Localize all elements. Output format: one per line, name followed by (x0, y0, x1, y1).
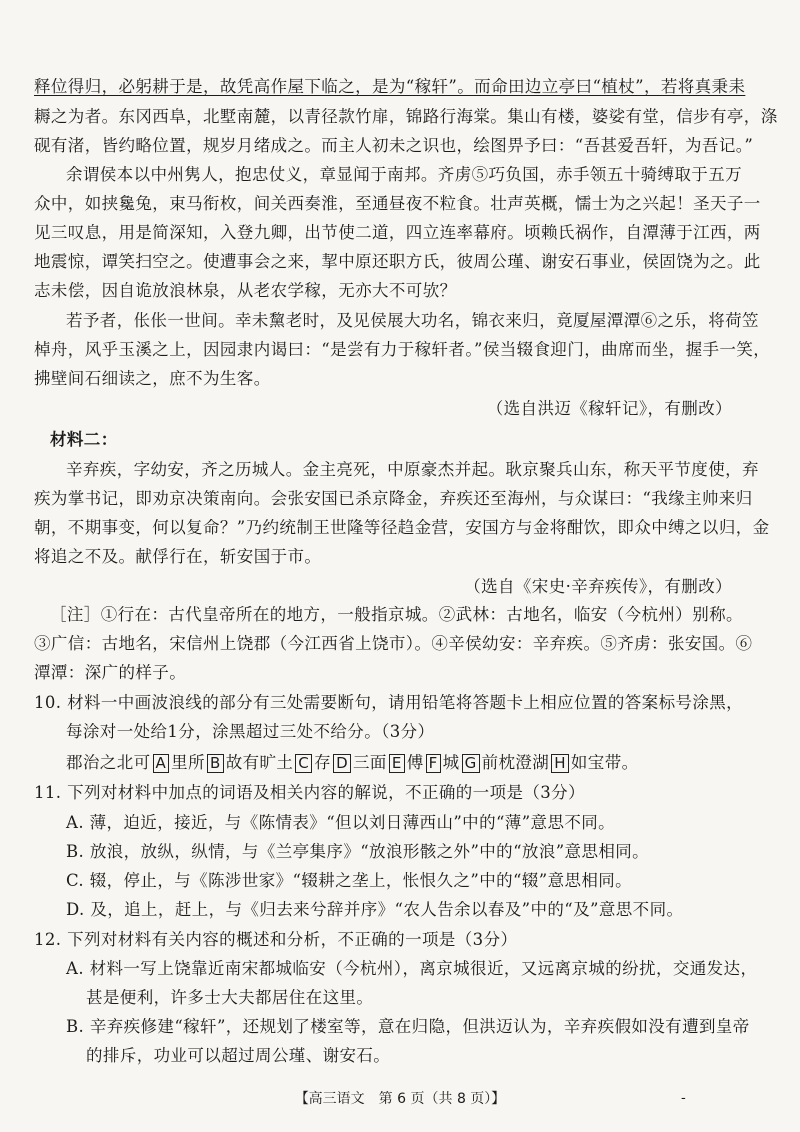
q12-option-a-cont: 甚是便利，许多士大夫都居住在这里。 (86, 988, 374, 1007)
q10-segment: 如宝带。 (570, 753, 639, 772)
material2-line: 朝，不期事变，何以复命？”乃约统制王世隆等径趋金营，安国方与金将酣饮，即众中缚之以归，金 (34, 518, 770, 537)
q10-segment: 存 (314, 753, 332, 772)
material2-line: 将追之不及。献俘行在，斩安国于市。 (34, 547, 322, 566)
material1-line: 棹舟，风乎玉溪之上，因园隶内谒曰：“是尝有力于稼轩者。”侯当辍食迎门，曲席而坐，握手一笑， (34, 340, 771, 359)
material2-line: 疾为掌书记，即劝京决策南向。会张安国已杀京降金，弃疾还至海州，与众谋曰：“我缘主帅来归 (34, 489, 753, 508)
q10-option-d[interactable]: D (333, 754, 351, 773)
q10-segment: 故有旷土 (225, 753, 294, 772)
material1-line: 若予者，伥伥一世间。幸未黧老时，及见侯展大功名，锦衣来归，竟厦屋潭潭⑥之乐，将荷笠 (66, 311, 759, 330)
notes-line: ③广信：古地名，宋信州上饶郡（今江西省上饶市）。④辛侯幼安：辛弃疾。⑤齐虏：张安国。⑥ (34, 634, 753, 653)
q11-option-d[interactable]: D. 及，追上，赶上，与《归去来兮辞并序》“农人告余以春及”中的“及”意思不同。 (66, 900, 684, 919)
q10-segment: 傅 (406, 753, 424, 772)
q10-segments (66, 752, 639, 774)
material1-line: 众中，如挟毚兔，束马衔枚，间关西奏淮，至通昼夜不粒食。壮声英概，懦士为之兴起！圣天子一 (34, 194, 761, 213)
q10-option-a[interactable]: A (153, 754, 170, 773)
q11-option-c[interactable]: C. 辍，停止，与《陈涉世家》“辍耕之垄上，怅恨久之”中的“辍”意思相同。 (66, 871, 633, 890)
material1-line: 砚有渚，皆约略位置，规岁月绪成之。而主人初未之识也，绘图畀予曰：“吾甚爱吾轩，为吾记。” (34, 136, 754, 155)
q12-option-b[interactable]: B. 辛弃疾修建“稼轩”，还规划了楼室等，意在归隐，但洪迈认为，辛弃疾假如没有遭到皇帝 (66, 1017, 750, 1036)
q10-segment: 城 (442, 753, 460, 772)
q11-option-a[interactable]: A. 薄，迫近，接近，与《陈情表》“但以刘日薄西山”中的“薄”意思不同。 (66, 813, 616, 832)
q10-option-e[interactable]: E (389, 754, 405, 773)
q12-option-b-cont: 的排斥，功业可以超过周公瑾、谢安石。 (86, 1046, 391, 1065)
material1-line: 志未偿，因自诡放浪林泉，从老农学稼，无亦大不可欤？ (34, 281, 457, 300)
material1-line: 余谓侯本以中州隽人，抱忠仗义，章显闻于南邦。齐虏⑤巧负国，赤手领五十骑缚取于五万 (66, 165, 742, 184)
q12-stem: 12. 下列对材料有关内容的概述和分析，不正确的一项是（3分） (34, 930, 518, 949)
q11-option-b[interactable]: B. 放浪，放纵，纵情，与《兰亭集序》“放浪形骸之外”中的“放浪”意思相同。 (66, 842, 650, 861)
q10-segment: 里所 (171, 753, 205, 772)
material1-line: 拂壁间石细读之，庶不为生客。 (34, 369, 271, 388)
material1-line: 见三叹息，用是简深知，入登九卿，出节使二道，四立连率幕府。顷赖氏祸作，自潭薄于江西，两 (34, 223, 761, 242)
q10-option-g[interactable]: G (462, 754, 480, 773)
corner-mark: - (681, 1090, 686, 1106)
q10-segment: 郡治之北可 (66, 753, 151, 772)
q10-stem: 10. 材料一中画波浪线的部分有三处需要断句，请用铅笔将答题卡上相应位置的答案标号涂黑， (34, 693, 744, 712)
q10-segment: 前枕澄湖 (481, 753, 550, 772)
q10-option-c[interactable]: C (295, 754, 312, 773)
q11-stem: 11. 下列对材料中加点的词语及相关内容的解说，不正确的一项是（3分） (34, 783, 585, 802)
material2-heading: 材料二： (50, 430, 118, 449)
q10-segment: 三面 (353, 753, 387, 772)
q10-stem: 每涂对一处给1分，涂黑超过三处不给分。（3分） (66, 722, 435, 741)
q10-option-h[interactable]: H (551, 754, 569, 773)
notes-line: 潭潭：深广的样子。 (34, 663, 187, 682)
material1-source: （选自洪迈《稼轩记》，有删改） (486, 399, 732, 418)
q12-option-a[interactable]: A. 材料一写上饶靠近南宋都城临安（今杭州），离京城很近，又远离京城的纷扰，交通发达， (66, 959, 758, 978)
material2-source: （选自《宋史·辛弃疾传》，有删改） (464, 577, 732, 596)
page-footer: 【高三语文 第 6 页（共 8 页）】 (294, 1091, 506, 1107)
notes-line: ［注］①行在：古代皇帝所在的地方，一般指京城。②武林：古地名，临安（今杭州）别称。 (50, 605, 743, 624)
material1-line: 地震惊，谭笑扫空之。使遭事会之来，挈中原还职方氏，彼周公瑾、谢安石事业，侯固饶为之。此 (34, 252, 761, 271)
material2-line: 辛弃疾，字幼安，齐之历城人。金主亮死，中原豪杰并起。耿京聚兵山东，称天平节度使，弃 (66, 460, 759, 479)
material1-line: 释位得归，必躬耕于是，故凭高作屋下临之，是为“稼轩”。而命田边立亭曰“植杖”，若将真秉耒 (34, 77, 746, 96)
material1-line: 耨之为者。东冈西阜，北墅南麓，以青径款竹扉，锦路行海棠。集山有楼，婆娑有堂，信步有亭，涤 (34, 107, 778, 126)
q10-option-f[interactable]: F (426, 754, 441, 773)
q10-option-b[interactable]: B (207, 754, 224, 773)
